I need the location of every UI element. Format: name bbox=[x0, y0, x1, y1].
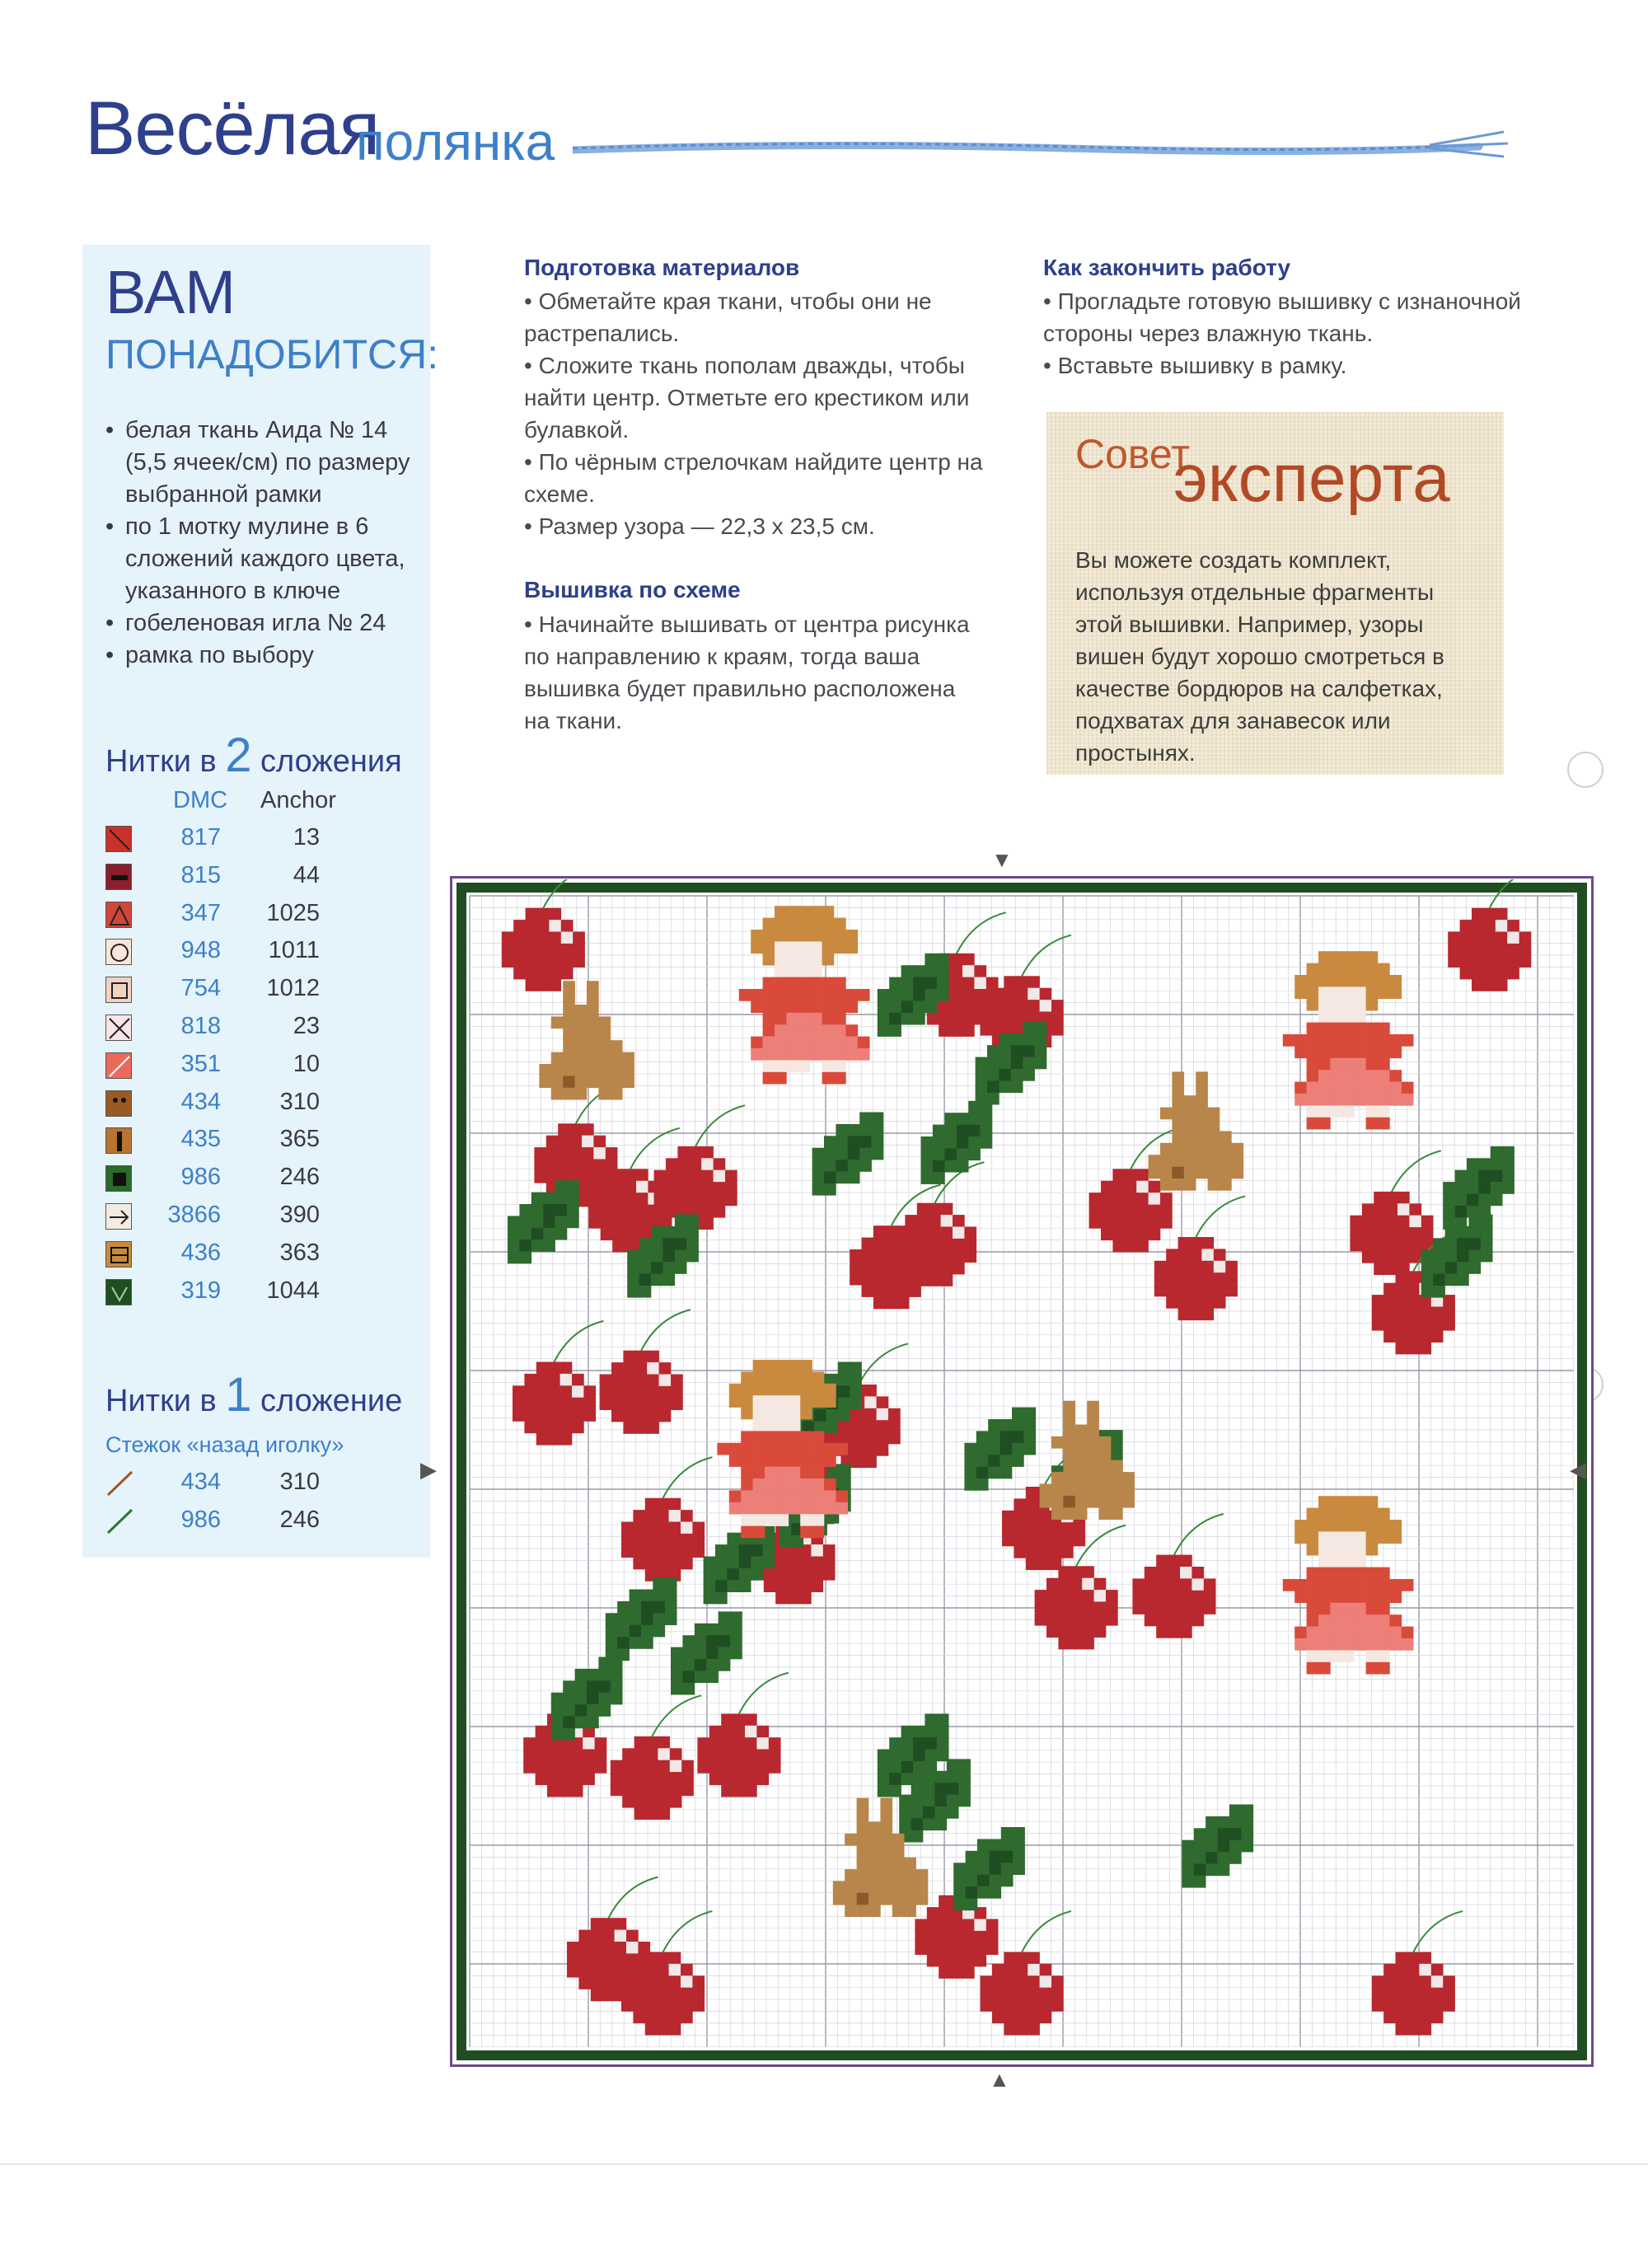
center-arrow-bottom: ▲ bbox=[989, 2067, 1010, 2092]
cherry-motif bbox=[600, 1351, 683, 1434]
cherry-motif bbox=[611, 1736, 694, 1820]
center-arrow-left: ▶ bbox=[420, 1457, 437, 1482]
cherry-stem bbox=[957, 912, 1006, 954]
threads-1-heading bbox=[105, 1368, 403, 1422]
stitch-symbol-icon bbox=[105, 1052, 132, 1079]
cherry-stem bbox=[1413, 1911, 1463, 1952]
girl-motif bbox=[1283, 1496, 1414, 1674]
thread-decoration bbox=[573, 124, 1512, 173]
girl-motif bbox=[739, 906, 870, 1084]
anchor-code: 13 bbox=[293, 824, 320, 850]
cherry-stem bbox=[695, 1105, 745, 1146]
key-row bbox=[105, 1124, 402, 1157]
center-arrow-right: ◀ bbox=[1570, 1457, 1586, 1482]
threads-2-suffix: сложения bbox=[251, 744, 402, 779]
cherry-motif bbox=[621, 1952, 705, 2036]
anchor-code: 23 bbox=[293, 1013, 320, 1039]
materials-item: • рамка по выбору bbox=[105, 640, 419, 672]
cherry-motif bbox=[1154, 1237, 1238, 1320]
dmc-code: 351 bbox=[180, 1050, 221, 1077]
dmc-code: 986 bbox=[180, 1164, 221, 1191]
cherry-motif bbox=[893, 1203, 976, 1286]
page-subtitle: полянка bbox=[356, 112, 555, 171]
finish-item: • Прогладьте готовую вышивку с изнаночной стороны через влажную ткань. bbox=[1043, 288, 1521, 346]
prep-item: • Сложите ткань пополам дважды, чтобы найти центр. Отметьте его крестиком или булавкой. bbox=[524, 353, 970, 443]
materials-item: • по 1 мотку мулине в 6 сложений каждого цвета, указанного в ключе bbox=[105, 511, 419, 607]
dmc-code: 754 bbox=[180, 975, 221, 1002]
materials-item: • гобеленовая игла № 24 bbox=[105, 607, 419, 640]
threads-2-number: 2 bbox=[225, 729, 252, 782]
finish-item: • Вставьте вышивку в рамку. bbox=[1043, 353, 1347, 378]
anchor-code: 246 bbox=[279, 1507, 320, 1533]
stitch-symbol-icon bbox=[105, 902, 132, 928]
threads-1-prefix: Нитки в bbox=[105, 1384, 226, 1418]
materials-item: • белая ткань Аида № 14 (5,5 ячеек/см) по размеру выбранной рамки bbox=[105, 415, 419, 511]
tip-text: Вы можете создать комплект, используя отдельные фрагменты этой вышивки. Например, узоры вишен будут хорошо смотреться в качестве бордюров на салфетках, подхватах для занавесок или простынях. bbox=[1075, 547, 1444, 766]
embroidery-heading: Вышивка по схеме bbox=[524, 577, 741, 602]
cherry-stem bbox=[1022, 935, 1071, 977]
backstitch-line-icon bbox=[105, 1507, 135, 1536]
key-row bbox=[105, 1162, 402, 1195]
key-row bbox=[105, 1200, 402, 1233]
tip-title-large: эксперта bbox=[1173, 441, 1450, 516]
girl-motif bbox=[1283, 951, 1414, 1129]
anchor-code: 363 bbox=[279, 1239, 320, 1266]
dmc-code: 817 bbox=[180, 824, 221, 850]
dmc-code: 319 bbox=[180, 1277, 221, 1304]
prep-item: • По чёрным стрелочкам найдите центр на схеме. bbox=[524, 449, 983, 507]
finish-heading: Как закончить работу bbox=[1043, 255, 1291, 280]
cherry-motif bbox=[513, 1362, 596, 1446]
cherry-motif bbox=[1132, 1555, 1215, 1638]
stitch-symbol-icon bbox=[105, 1090, 132, 1117]
cherry-motif bbox=[502, 908, 585, 991]
stitch-symbol-icon bbox=[105, 1279, 132, 1305]
threads-2-prefix: Нитки в bbox=[105, 744, 226, 779]
leaf-motif bbox=[921, 1101, 993, 1184]
threads-1-number: 1 bbox=[225, 1368, 252, 1422]
backstitch-row bbox=[105, 1505, 402, 1538]
column-dmc: DMC bbox=[173, 787, 228, 813]
leaf-motif bbox=[606, 1577, 677, 1661]
prep-heading: Подготовка материалов bbox=[524, 255, 800, 280]
stitch-symbol-icon bbox=[105, 1165, 132, 1192]
stitch-symbol-icon bbox=[105, 1241, 132, 1268]
anchor-code: 10 bbox=[293, 1050, 320, 1077]
dmc-code: 986 bbox=[180, 1507, 221, 1533]
stitch-symbol-icon bbox=[105, 977, 132, 1003]
dmc-code: 434 bbox=[180, 1469, 221, 1495]
stitch-symbol-icon bbox=[105, 826, 132, 852]
key-row bbox=[105, 1276, 402, 1309]
key-row bbox=[105, 973, 402, 1006]
prep-item: • Размер узора — 22,3 х 23,5 см. bbox=[524, 513, 875, 539]
dmc-code: 3866 bbox=[167, 1202, 221, 1228]
prep-text bbox=[524, 285, 986, 542]
anchor-code: 310 bbox=[279, 1088, 320, 1115]
key-row bbox=[105, 822, 402, 855]
anchor-code: 310 bbox=[279, 1469, 320, 1495]
pattern-chart bbox=[453, 879, 1590, 2064]
leaf-motif bbox=[953, 1827, 1025, 1910]
cherry-motif bbox=[1035, 1566, 1118, 1649]
dmc-code: 347 bbox=[180, 899, 221, 926]
cherry-stem bbox=[662, 1911, 712, 1952]
tip-title-small: Совет bbox=[1075, 431, 1190, 477]
leaf-motif bbox=[671, 1611, 742, 1694]
backstitch-label: Стежок «назад иголку» bbox=[105, 1432, 344, 1457]
key-row bbox=[105, 860, 402, 893]
cherry-motif bbox=[1350, 1192, 1433, 1275]
cherry-stem bbox=[608, 1877, 658, 1919]
leaf-motif bbox=[964, 1408, 1036, 1491]
cherry-motif bbox=[1372, 1952, 1455, 2036]
cherry-stem bbox=[1196, 1196, 1245, 1237]
materials-list bbox=[105, 415, 419, 672]
embroidery-item: • Начинайте вышивать от центра рисунка по направлению к краям, тогда ваша вышивка будет правильно расположена на ткани. bbox=[524, 612, 970, 733]
finish-text bbox=[1043, 285, 1538, 382]
cherry-motif bbox=[1089, 1169, 1173, 1252]
anchor-code: 44 bbox=[293, 861, 320, 888]
threads-1-suffix: сложение bbox=[251, 1384, 403, 1418]
threads-2-heading bbox=[105, 729, 402, 782]
key-row bbox=[105, 935, 402, 968]
leaf-motif bbox=[508, 1180, 579, 1263]
dmc-code: 948 bbox=[180, 937, 221, 964]
stitch-symbol-icon bbox=[105, 1127, 132, 1154]
dmc-code: 435 bbox=[180, 1126, 221, 1153]
embroidery-text bbox=[524, 608, 986, 737]
cherry-motif bbox=[981, 1952, 1064, 2036]
need-title: ВАМ bbox=[105, 258, 236, 326]
anchor-code: 1012 bbox=[266, 975, 320, 1002]
key-row bbox=[105, 1011, 402, 1044]
stitch-symbol-icon bbox=[105, 864, 132, 890]
anchor-code: 1025 bbox=[266, 899, 320, 926]
page-bottom-rule bbox=[0, 2163, 1648, 2165]
anchor-code: 246 bbox=[279, 1164, 320, 1191]
anchor-code: 1011 bbox=[268, 937, 320, 964]
dmc-code: 436 bbox=[180, 1239, 221, 1266]
cherry-motif bbox=[621, 1498, 705, 1582]
backstitch-line-icon bbox=[105, 1469, 135, 1498]
key-row bbox=[105, 1049, 402, 1082]
anchor-code: 390 bbox=[279, 1202, 320, 1228]
cherry-stem bbox=[1022, 1911, 1071, 1952]
cherry-stem bbox=[662, 1457, 712, 1498]
cherry-stem bbox=[859, 1343, 908, 1385]
anchor-code: 365 bbox=[279, 1126, 320, 1153]
dmc-code: 818 bbox=[180, 1013, 221, 1039]
center-arrow-top: ▼ bbox=[991, 847, 1013, 872]
key-row bbox=[105, 898, 402, 931]
need-subtitle: ПОНАДОБИТСЯ: bbox=[105, 331, 439, 377]
cherry-stem bbox=[554, 1321, 603, 1362]
girl-motif bbox=[717, 1360, 848, 1538]
column-anchor: Anchor bbox=[260, 787, 336, 813]
rabbit-motif bbox=[1040, 1401, 1135, 1520]
dmc-code: 434 bbox=[180, 1088, 221, 1115]
rabbit-motif bbox=[539, 981, 634, 1099]
key-row bbox=[105, 1238, 402, 1271]
stitch-symbol-icon bbox=[105, 939, 132, 965]
prep-item: • Обметайте края ткани, чтобы они не растрепались. bbox=[524, 288, 932, 346]
backstitch-row bbox=[105, 1467, 402, 1500]
leaf-motif bbox=[1182, 1805, 1253, 1888]
page-title: Весёлая bbox=[85, 87, 380, 171]
binder-hole bbox=[1567, 752, 1604, 788]
key-row bbox=[105, 1087, 402, 1120]
dmc-code: 815 bbox=[180, 861, 221, 888]
anchor-code: 1044 bbox=[266, 1277, 320, 1304]
cherry-motif bbox=[697, 1713, 780, 1797]
stitch-symbol-icon bbox=[105, 1203, 132, 1230]
stitch-symbol-icon bbox=[105, 1015, 132, 1041]
cherry-motif bbox=[1448, 908, 1531, 991]
